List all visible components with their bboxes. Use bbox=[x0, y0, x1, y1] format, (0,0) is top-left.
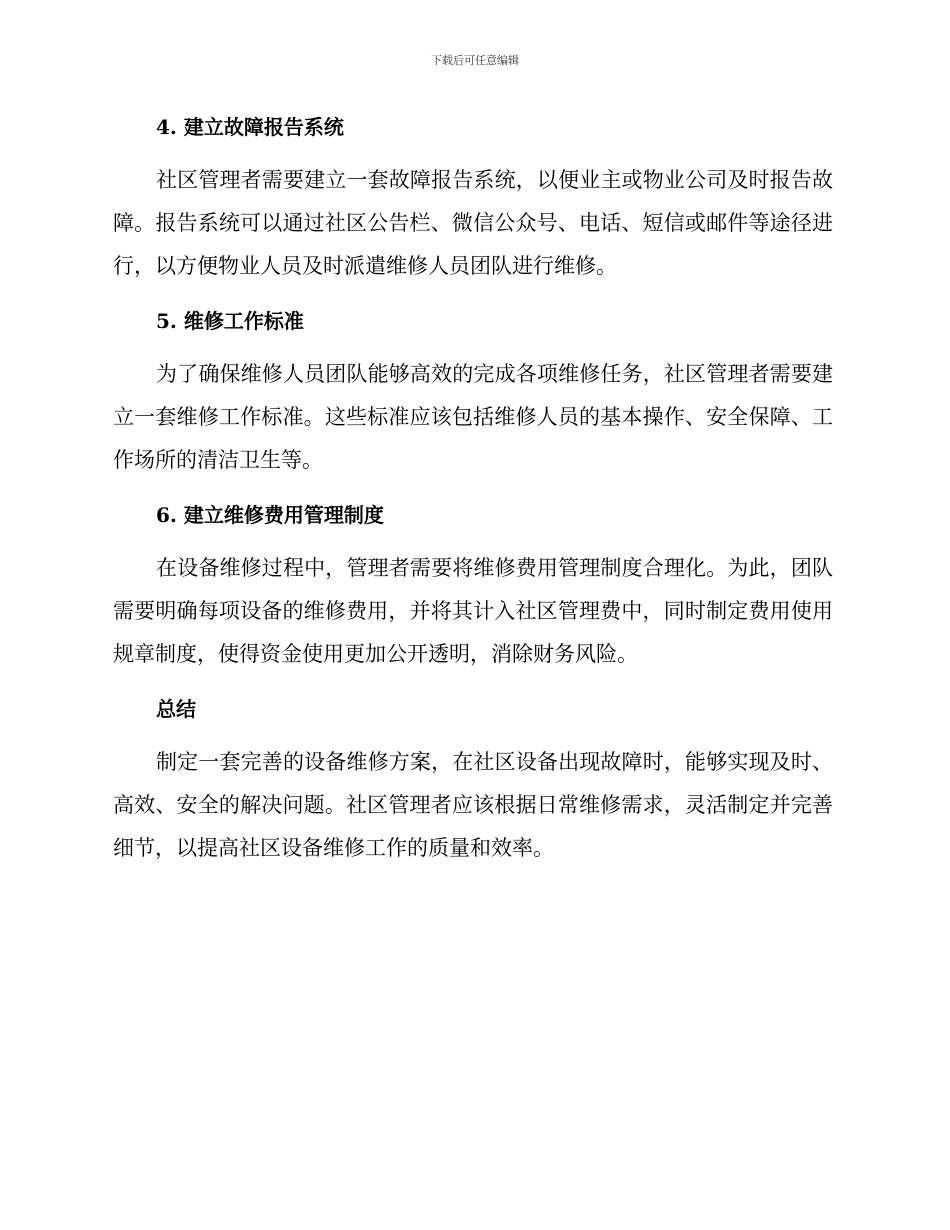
section-paragraph-5: 为了确保维修人员团队能够高效的完成各项维修任务，社区管理者需要建立一套维修工作标准。这些标准应该包括维修人员的基本操作、安全保障、工作场所的清洁卫生等。 bbox=[113, 362, 833, 472]
summary-heading: 总结 bbox=[156, 697, 196, 721]
section-paragraph-4: 社区管理者需要建立一套故障报告系统，以便业主或物业公司及时报告故障。报告系统可以通过社区公告栏、微信公众号、电话、短信或邮件等途径进行，以方便物业人员及时派遣维修人员团队进行维修。 bbox=[113, 168, 833, 278]
section-heading-4: 4. 建立故障报告系统 bbox=[156, 115, 344, 139]
section-paragraph-6: 在设备维修过程中，管理者需要将维修费用管理制度合理化。为此，团队需要明确每项设备的维修费用，并将其计入社区管理费中，同时制定费用使用规章制度，使得资金使用更加公开透明，消除财务风险。 bbox=[113, 556, 833, 666]
section-heading-6: 6. 建立维修费用管理制度 bbox=[156, 503, 384, 527]
document-body bbox=[113, 112, 833, 888]
section-heading-5: 5. 维修工作标准 bbox=[156, 309, 304, 333]
summary-paragraph: 制定一套完善的设备维修方案，在社区设备出现故障时，能够实现及时、高效、安全的解决问题。社区管理者应该根据日常维修需求，灵活制定并完善细节，以提高社区设备维修工作的质量和效率。 bbox=[113, 750, 833, 860]
page-header: 下载后可任意编辑 bbox=[431, 54, 519, 67]
